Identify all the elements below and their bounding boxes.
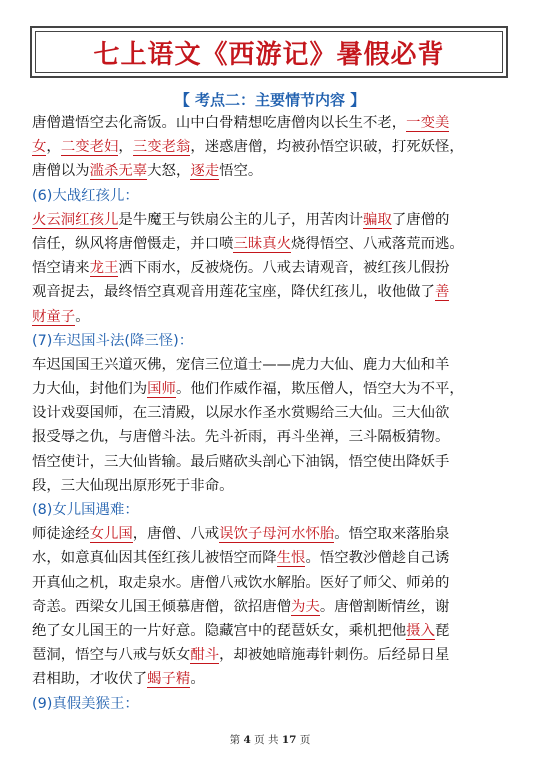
text-line xyxy=(32,208,510,232)
text-line xyxy=(32,401,510,425)
text-segment: 师徒途经 xyxy=(32,526,90,543)
highlighted-term: 女 xyxy=(32,139,47,156)
footer-suffix: 页 xyxy=(299,734,311,746)
subsection-heading xyxy=(32,329,510,353)
section-heading: 【 考点二：主要情节内容 】 xyxy=(174,91,366,109)
text-segment: 绝了女儿国王的一片好意。隐藏宫中的琵琶妖女，乘机把他 xyxy=(32,622,407,639)
text-segment: 悟空使计，三大仙皆输。最后赌砍头剖心下油锅，悟空使出降妖手 xyxy=(32,453,450,470)
text-line xyxy=(32,377,510,401)
highlighted-term: 三昧真火 xyxy=(233,235,292,252)
highlighted-term: 龙王 xyxy=(89,260,119,277)
text-line xyxy=(32,522,510,546)
text-segment: 信任，纵风将唐僧慑走，并口喷 xyxy=(32,235,234,252)
subsection-heading xyxy=(32,184,510,208)
highlighted-term: 为夫 xyxy=(291,598,320,615)
text-segment: 。悟空取来落胎泉 xyxy=(334,526,450,543)
text-line xyxy=(32,546,510,570)
footer-prefix: 第 xyxy=(229,734,241,746)
text-segment: 观音捉去，最终悟空真观音用莲花宝座，降伏红孩儿，收他做了 xyxy=(32,284,435,301)
page-footer xyxy=(0,732,540,747)
text-line xyxy=(32,450,510,474)
text-segment: ， xyxy=(118,139,133,156)
text-segment: 琵 xyxy=(434,622,450,639)
title-frame xyxy=(30,26,508,78)
highlighted-term: 滥杀无辜 xyxy=(89,163,148,180)
text-segment: 悟空请来 xyxy=(32,260,90,277)
text-segment: 。 xyxy=(190,671,205,688)
highlighted-term: 女儿国 xyxy=(89,526,133,543)
text-segment: 洒下雨水，反被烧伤。八戒去请观音，被红孩儿假扮 xyxy=(118,260,450,277)
text-line xyxy=(32,256,510,280)
text-line xyxy=(32,667,510,691)
text-line xyxy=(32,643,510,667)
text-segment: (9)真假美猴王： xyxy=(32,695,139,712)
footer-total-pages: 17 xyxy=(281,734,297,746)
text-segment: (8)女儿国遇难： xyxy=(32,502,139,518)
highlighted-term: 生恨 xyxy=(276,550,306,567)
text-segment: (6)大战红孩儿： xyxy=(32,187,139,204)
text-segment: 车迟国国王兴道灭佛，宠信三位道士——虎力大仙、鹿力大仙和羊 xyxy=(32,356,450,373)
highlighted-term: 国师 xyxy=(147,381,176,398)
text-segment: 。 xyxy=(75,308,90,325)
text-segment: 。悟空教沙僧趁自己诱 xyxy=(305,550,450,567)
highlighted-term: 骗取 xyxy=(363,211,392,228)
highlighted-term: 逐走 xyxy=(190,163,220,180)
subsection-heading xyxy=(32,692,510,716)
text-segment: ， xyxy=(46,139,61,156)
footer-page-number: 4 xyxy=(243,734,251,746)
text-segment: 段，三大仙现出原形死于非命。 xyxy=(32,477,234,494)
subsection-heading xyxy=(32,498,510,522)
highlighted-term: 酣斗 xyxy=(190,647,220,664)
text-segment: 奇恙。西梁女儿国王倾慕唐僧，欲招唐僧 xyxy=(32,598,292,615)
text-segment: 。他们作威作福，欺压僧人，悟空大为不平， xyxy=(175,381,464,398)
text-line xyxy=(32,305,510,329)
highlighted-term: 三变老翁 xyxy=(132,139,191,156)
footer-middle: 页 共 xyxy=(254,734,279,746)
highlighted-term: 一变美 xyxy=(406,115,450,131)
text-line xyxy=(32,619,510,643)
text-segment: 君相助，才收伏了 xyxy=(32,671,148,688)
text-line xyxy=(32,353,510,377)
text-segment: (7)车迟国斗法(降三怪)： xyxy=(32,332,194,349)
text-segment: 琶洞，悟空与八戒与妖女 xyxy=(32,647,191,664)
text-segment: 设计戏耍国师，在三清殿，以尿水作圣水赏赐给三大仙。三大仙欲 xyxy=(32,405,450,422)
text-line xyxy=(32,111,510,135)
text-line xyxy=(32,571,510,595)
highlighted-term: 摄入 xyxy=(406,622,435,639)
text-line xyxy=(32,232,510,256)
text-line xyxy=(32,280,510,304)
text-line xyxy=(32,425,510,449)
text-segment: 开真仙之机，取走泉水。唐僧八戒饮水解胎。医好了师父、师弟的 xyxy=(32,574,450,591)
text-segment: 力大仙，封他们为 xyxy=(32,381,148,398)
text-segment: 水，如意真仙因其侄红孩儿被悟空而降 xyxy=(32,550,277,567)
highlighted-term: 善 xyxy=(434,284,450,301)
text-segment: 大怒， xyxy=(147,163,191,180)
text-line xyxy=(32,135,510,159)
title-frame-inner xyxy=(35,31,503,73)
highlighted-term: 蝎子精 xyxy=(147,671,191,688)
text-segment: 。唐僧割断情丝，谢 xyxy=(319,598,450,615)
text-segment: 悟空。 xyxy=(219,163,263,180)
highlighted-term: 二变老妇 xyxy=(60,139,119,156)
page-title: 七上语文《西游记》暑假必背 xyxy=(93,39,445,70)
text-segment: 唐僧遣悟空去化斋饭。山中白骨精想吃唐僧肉以长生不老， xyxy=(32,115,407,131)
text-line xyxy=(32,159,510,183)
text-segment: 烧得悟空、八戒落荒而逃。 xyxy=(291,235,464,252)
highlighted-term: 火云洞红孩儿 xyxy=(32,211,119,228)
text-segment: 报受辱之仇，与唐僧斗法。先斗祈雨，再斗坐禅，三斗隔板猜物。 xyxy=(32,429,450,446)
text-segment: 唐僧以为 xyxy=(32,163,90,180)
text-segment: 是牛魔王与铁扇公主的儿子，用苦肉计 xyxy=(118,211,364,228)
highlighted-term: 误饮子母河水怀胎 xyxy=(219,526,335,543)
text-line xyxy=(32,474,510,498)
body-text xyxy=(32,111,510,716)
text-segment: 了唐僧的 xyxy=(391,211,450,228)
text-line xyxy=(32,595,510,619)
text-segment: ，迷惑唐僧，均被孙悟空识破，打死妖怪， xyxy=(190,139,464,156)
text-segment: ，唐僧、八戒 xyxy=(132,526,220,543)
text-segment: ，却被她暗施毒针刺伤。后经昴日星 xyxy=(219,647,450,664)
highlighted-term: 财童子 xyxy=(32,308,76,325)
